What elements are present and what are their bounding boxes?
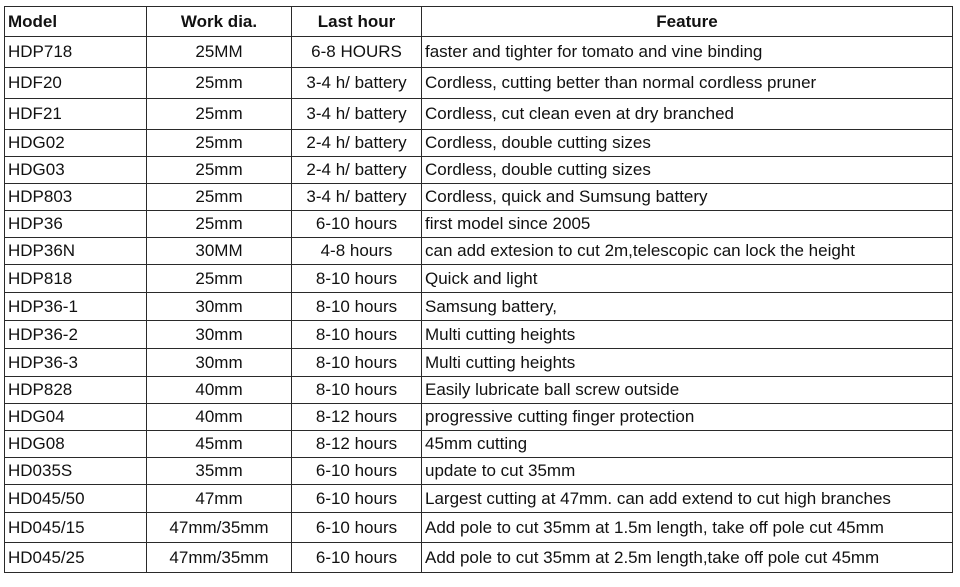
cell-feature: faster and tighter for tomato and vine binding xyxy=(422,37,953,68)
cell-work-dia: 40mm xyxy=(147,377,292,404)
table-row xyxy=(5,404,953,431)
cell-last-hour: 6-8 HOURS xyxy=(292,37,422,68)
cell-last-hour: 8-10 hours xyxy=(292,265,422,293)
header-feature: Feature xyxy=(422,7,953,37)
cell-work-dia: 30mm xyxy=(147,349,292,377)
cell-feature: Multi cutting heights xyxy=(422,349,953,377)
cell-work-dia: 35mm xyxy=(147,458,292,485)
table-row xyxy=(5,513,953,543)
cell-work-dia: 25mm xyxy=(147,211,292,238)
cell-work-dia: 25mm xyxy=(147,99,292,130)
header-model: Model xyxy=(5,7,147,37)
cell-last-hour: 8-10 hours xyxy=(292,349,422,377)
cell-model: HDP36-3 xyxy=(5,349,147,377)
cell-feature: Add pole to cut 35mm at 1.5m length, take off pole cut 45mm xyxy=(422,513,953,543)
cell-feature: Multi cutting heights xyxy=(422,321,953,349)
cell-feature: Cordless, double cutting sizes xyxy=(422,157,953,184)
cell-feature: progressive cutting finger protection xyxy=(422,404,953,431)
cell-feature: Samsung battery, xyxy=(422,293,953,321)
cell-feature: can add extesion to cut 2m,telescopic can lock the height xyxy=(422,238,953,265)
cell-work-dia: 40mm xyxy=(147,404,292,431)
cell-last-hour: 8-10 hours xyxy=(292,321,422,349)
cell-feature: Cordless, double cutting sizes xyxy=(422,130,953,157)
cell-feature: first model since 2005 xyxy=(422,211,953,238)
cell-feature: Largest cutting at 47mm. can add extend to cut high branches xyxy=(422,485,953,513)
cell-last-hour: 6-10 hours xyxy=(292,513,422,543)
cell-last-hour: 3-4 h/ battery xyxy=(292,68,422,99)
table-row xyxy=(5,431,953,458)
cell-feature: Quick and light xyxy=(422,265,953,293)
cell-last-hour: 2-4 h/ battery xyxy=(292,157,422,184)
cell-model: HDG04 xyxy=(5,404,147,431)
cell-model: HDG03 xyxy=(5,157,147,184)
table-row xyxy=(5,265,953,293)
cell-model: HDP36-2 xyxy=(5,321,147,349)
cell-last-hour: 8-10 hours xyxy=(292,293,422,321)
table-row xyxy=(5,68,953,99)
table-row xyxy=(5,211,953,238)
cell-last-hour: 4-8 hours xyxy=(292,238,422,265)
cell-feature: Cordless, cut clean even at dry branched xyxy=(422,99,953,130)
table-row xyxy=(5,157,953,184)
table-row xyxy=(5,238,953,265)
cell-model: HDP36 xyxy=(5,211,147,238)
cell-model: HDF21 xyxy=(5,99,147,130)
cell-last-hour: 2-4 h/ battery xyxy=(292,130,422,157)
table-row xyxy=(5,321,953,349)
cell-model: HDP803 xyxy=(5,184,147,211)
cell-feature: Easily lubricate ball screw outside xyxy=(422,377,953,404)
table-row xyxy=(5,130,953,157)
cell-work-dia: 25mm xyxy=(147,130,292,157)
table-row xyxy=(5,485,953,513)
cell-work-dia: 25mm xyxy=(147,265,292,293)
cell-feature: Add pole to cut 35mm at 2.5m length,take off pole cut 45mm xyxy=(422,543,953,573)
cell-feature: Cordless, quick and Sumsung battery xyxy=(422,184,953,211)
table-body xyxy=(5,37,953,573)
cell-model: HDP818 xyxy=(5,265,147,293)
cell-work-dia: 30mm xyxy=(147,321,292,349)
cell-model: HDG08 xyxy=(5,431,147,458)
cell-last-hour: 6-10 hours xyxy=(292,543,422,573)
cell-model: HDP718 xyxy=(5,37,147,68)
cell-model: HDP36-1 xyxy=(5,293,147,321)
cell-work-dia: 30MM xyxy=(147,238,292,265)
cell-last-hour: 3-4 h/ battery xyxy=(292,99,422,130)
cell-last-hour: 6-10 hours xyxy=(292,485,422,513)
cell-feature: 45mm cutting xyxy=(422,431,953,458)
cell-last-hour: 8-12 hours xyxy=(292,431,422,458)
table-row xyxy=(5,458,953,485)
cell-work-dia: 47mm/35mm xyxy=(147,513,292,543)
cell-work-dia: 25mm xyxy=(147,68,292,99)
cell-feature: update to cut 35mm xyxy=(422,458,953,485)
header-row xyxy=(5,7,953,37)
cell-last-hour: 8-12 hours xyxy=(292,404,422,431)
cell-work-dia: 25MM xyxy=(147,37,292,68)
table-row xyxy=(5,99,953,130)
cell-model: HDP36N xyxy=(5,238,147,265)
cell-last-hour: 6-10 hours xyxy=(292,458,422,485)
cell-model: HD045/25 xyxy=(5,543,147,573)
table-row xyxy=(5,349,953,377)
cell-work-dia: 30mm xyxy=(147,293,292,321)
cell-last-hour: 8-10 hours xyxy=(292,377,422,404)
cell-feature: Cordless, cutting better than normal cordless pruner xyxy=(422,68,953,99)
table-row xyxy=(5,293,953,321)
cell-last-hour: 3-4 h/ battery xyxy=(292,184,422,211)
cell-model: HD035S xyxy=(5,458,147,485)
product-spec-table xyxy=(4,6,953,573)
cell-model: HDF20 xyxy=(5,68,147,99)
header-work-dia: Work dia. xyxy=(147,7,292,37)
cell-work-dia: 25mm xyxy=(147,184,292,211)
cell-work-dia: 25mm xyxy=(147,157,292,184)
cell-model: HD045/15 xyxy=(5,513,147,543)
cell-model: HDG02 xyxy=(5,130,147,157)
table-row xyxy=(5,377,953,404)
cell-last-hour: 6-10 hours xyxy=(292,211,422,238)
cell-work-dia: 47mm/35mm xyxy=(147,543,292,573)
table-row xyxy=(5,543,953,573)
cell-model: HDP828 xyxy=(5,377,147,404)
cell-work-dia: 45mm xyxy=(147,431,292,458)
cell-work-dia: 47mm xyxy=(147,485,292,513)
header-last-hour: Last hour xyxy=(292,7,422,37)
table-row xyxy=(5,184,953,211)
cell-model: HD045/50 xyxy=(5,485,147,513)
table-row xyxy=(5,37,953,68)
